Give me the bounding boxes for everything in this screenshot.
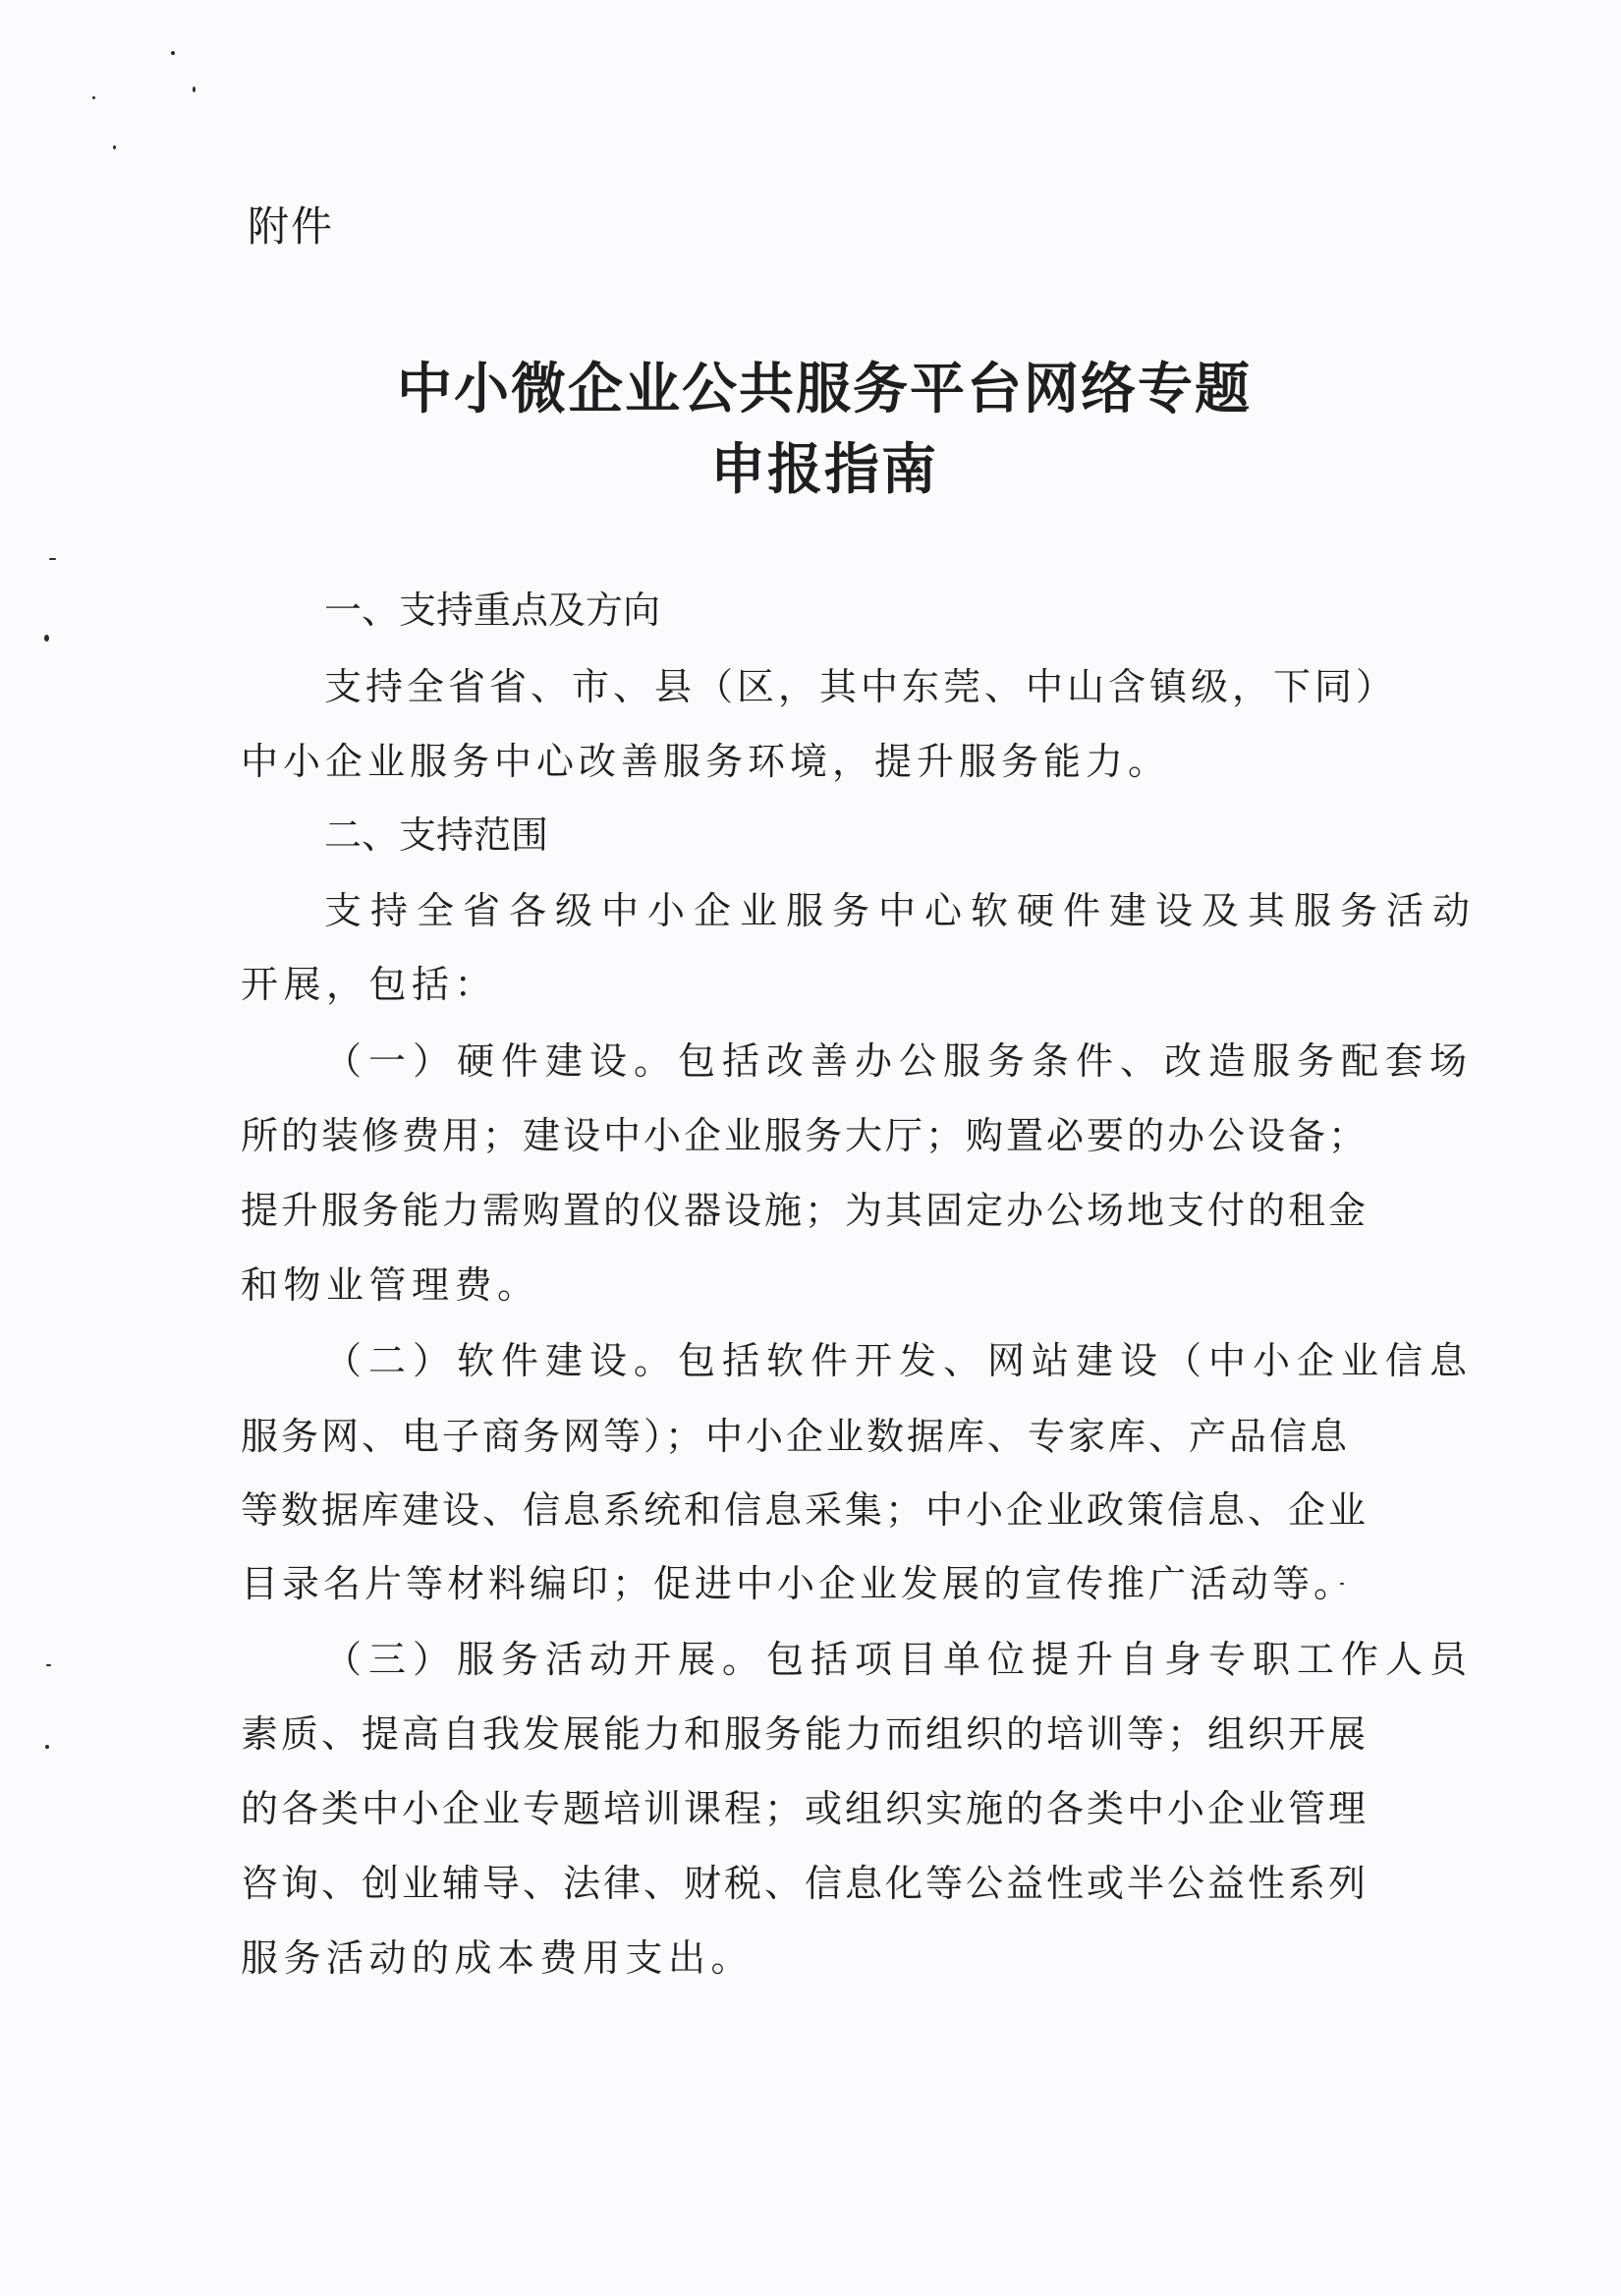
scan-speck — [113, 145, 116, 149]
item-2-line-2: 服务网、电子商务网等）；中小企业数据库、专家库、产品信息 — [241, 1415, 1351, 1458]
item-3-line-4: 咨询、创业辅导、法律、财税、信息化等公益性或半公益性系列 — [241, 1862, 1369, 1905]
section-1-line-1: 支持全省省、市、县（区，其中东莞、中山含镇级，下同） — [324, 665, 1398, 708]
page-title-line-1: 中小微企业公共服务平台网络专题 — [397, 357, 1252, 421]
item-1-line-4: 和物业管理费。 — [241, 1263, 540, 1307]
item-2-line-1: （二）软件建设。包括软件开发、网站建设（中小企业信息 — [324, 1339, 1475, 1382]
item-3-line-3: 的各类中小企业专题培训课程；或组织实施的各类中小企业管理 — [241, 1787, 1369, 1830]
item-2-line-3: 等数据库建设、信息系统和信息采集；中小企业政策信息、企业 — [241, 1488, 1369, 1532]
section-2-intro-line-1: 支持全省各级中小企业服务中心软硬件建设及其服务活动 — [324, 889, 1480, 932]
item-3-line-1: （三）服务活动开展。包括项目单位提升自身专职工作人员 — [324, 1638, 1475, 1681]
section-2-intro-line-2: 开展，包括： — [241, 963, 498, 1006]
attachment-label: 附件 — [248, 202, 335, 251]
scan-speck — [44, 635, 49, 642]
item-1-line-1: （一）硬件建设。包括改善办公服务条件、改造服务配套场 — [324, 1039, 1475, 1083]
scan-speck — [45, 1745, 49, 1749]
page-title-line-2: 申报指南 — [710, 437, 938, 502]
item-3-line-2: 素质、提高自我发展能力和服务能力而组织的培训等；组织开展 — [241, 1712, 1369, 1756]
item-2-line-4: 目录名片等材料编印；促进中小企业发展的宣传推广活动等。 — [241, 1562, 1356, 1605]
section-1-line-2: 中小企业服务中心改善服务环境，提升服务能力。 — [241, 740, 1171, 783]
section-2-heading: 二、支持范围 — [324, 813, 549, 857]
item-3-line-5: 服务活动的成本费用支出。 — [241, 1936, 755, 1980]
scan-speck — [49, 558, 56, 560]
section-1-heading: 一、支持重点及方向 — [324, 588, 661, 632]
scan-speck — [46, 1664, 51, 1666]
item-1-line-2: 所的装修费用；建设中小企业服务大厅；购置必要的办公设备； — [241, 1114, 1369, 1157]
scan-speck — [171, 51, 175, 55]
item-1-line-3: 提升服务能力需购置的仪器设施；为其固定办公场地支付的租金 — [241, 1189, 1369, 1232]
scan-speck — [92, 96, 95, 99]
scan-speck — [193, 86, 196, 92]
